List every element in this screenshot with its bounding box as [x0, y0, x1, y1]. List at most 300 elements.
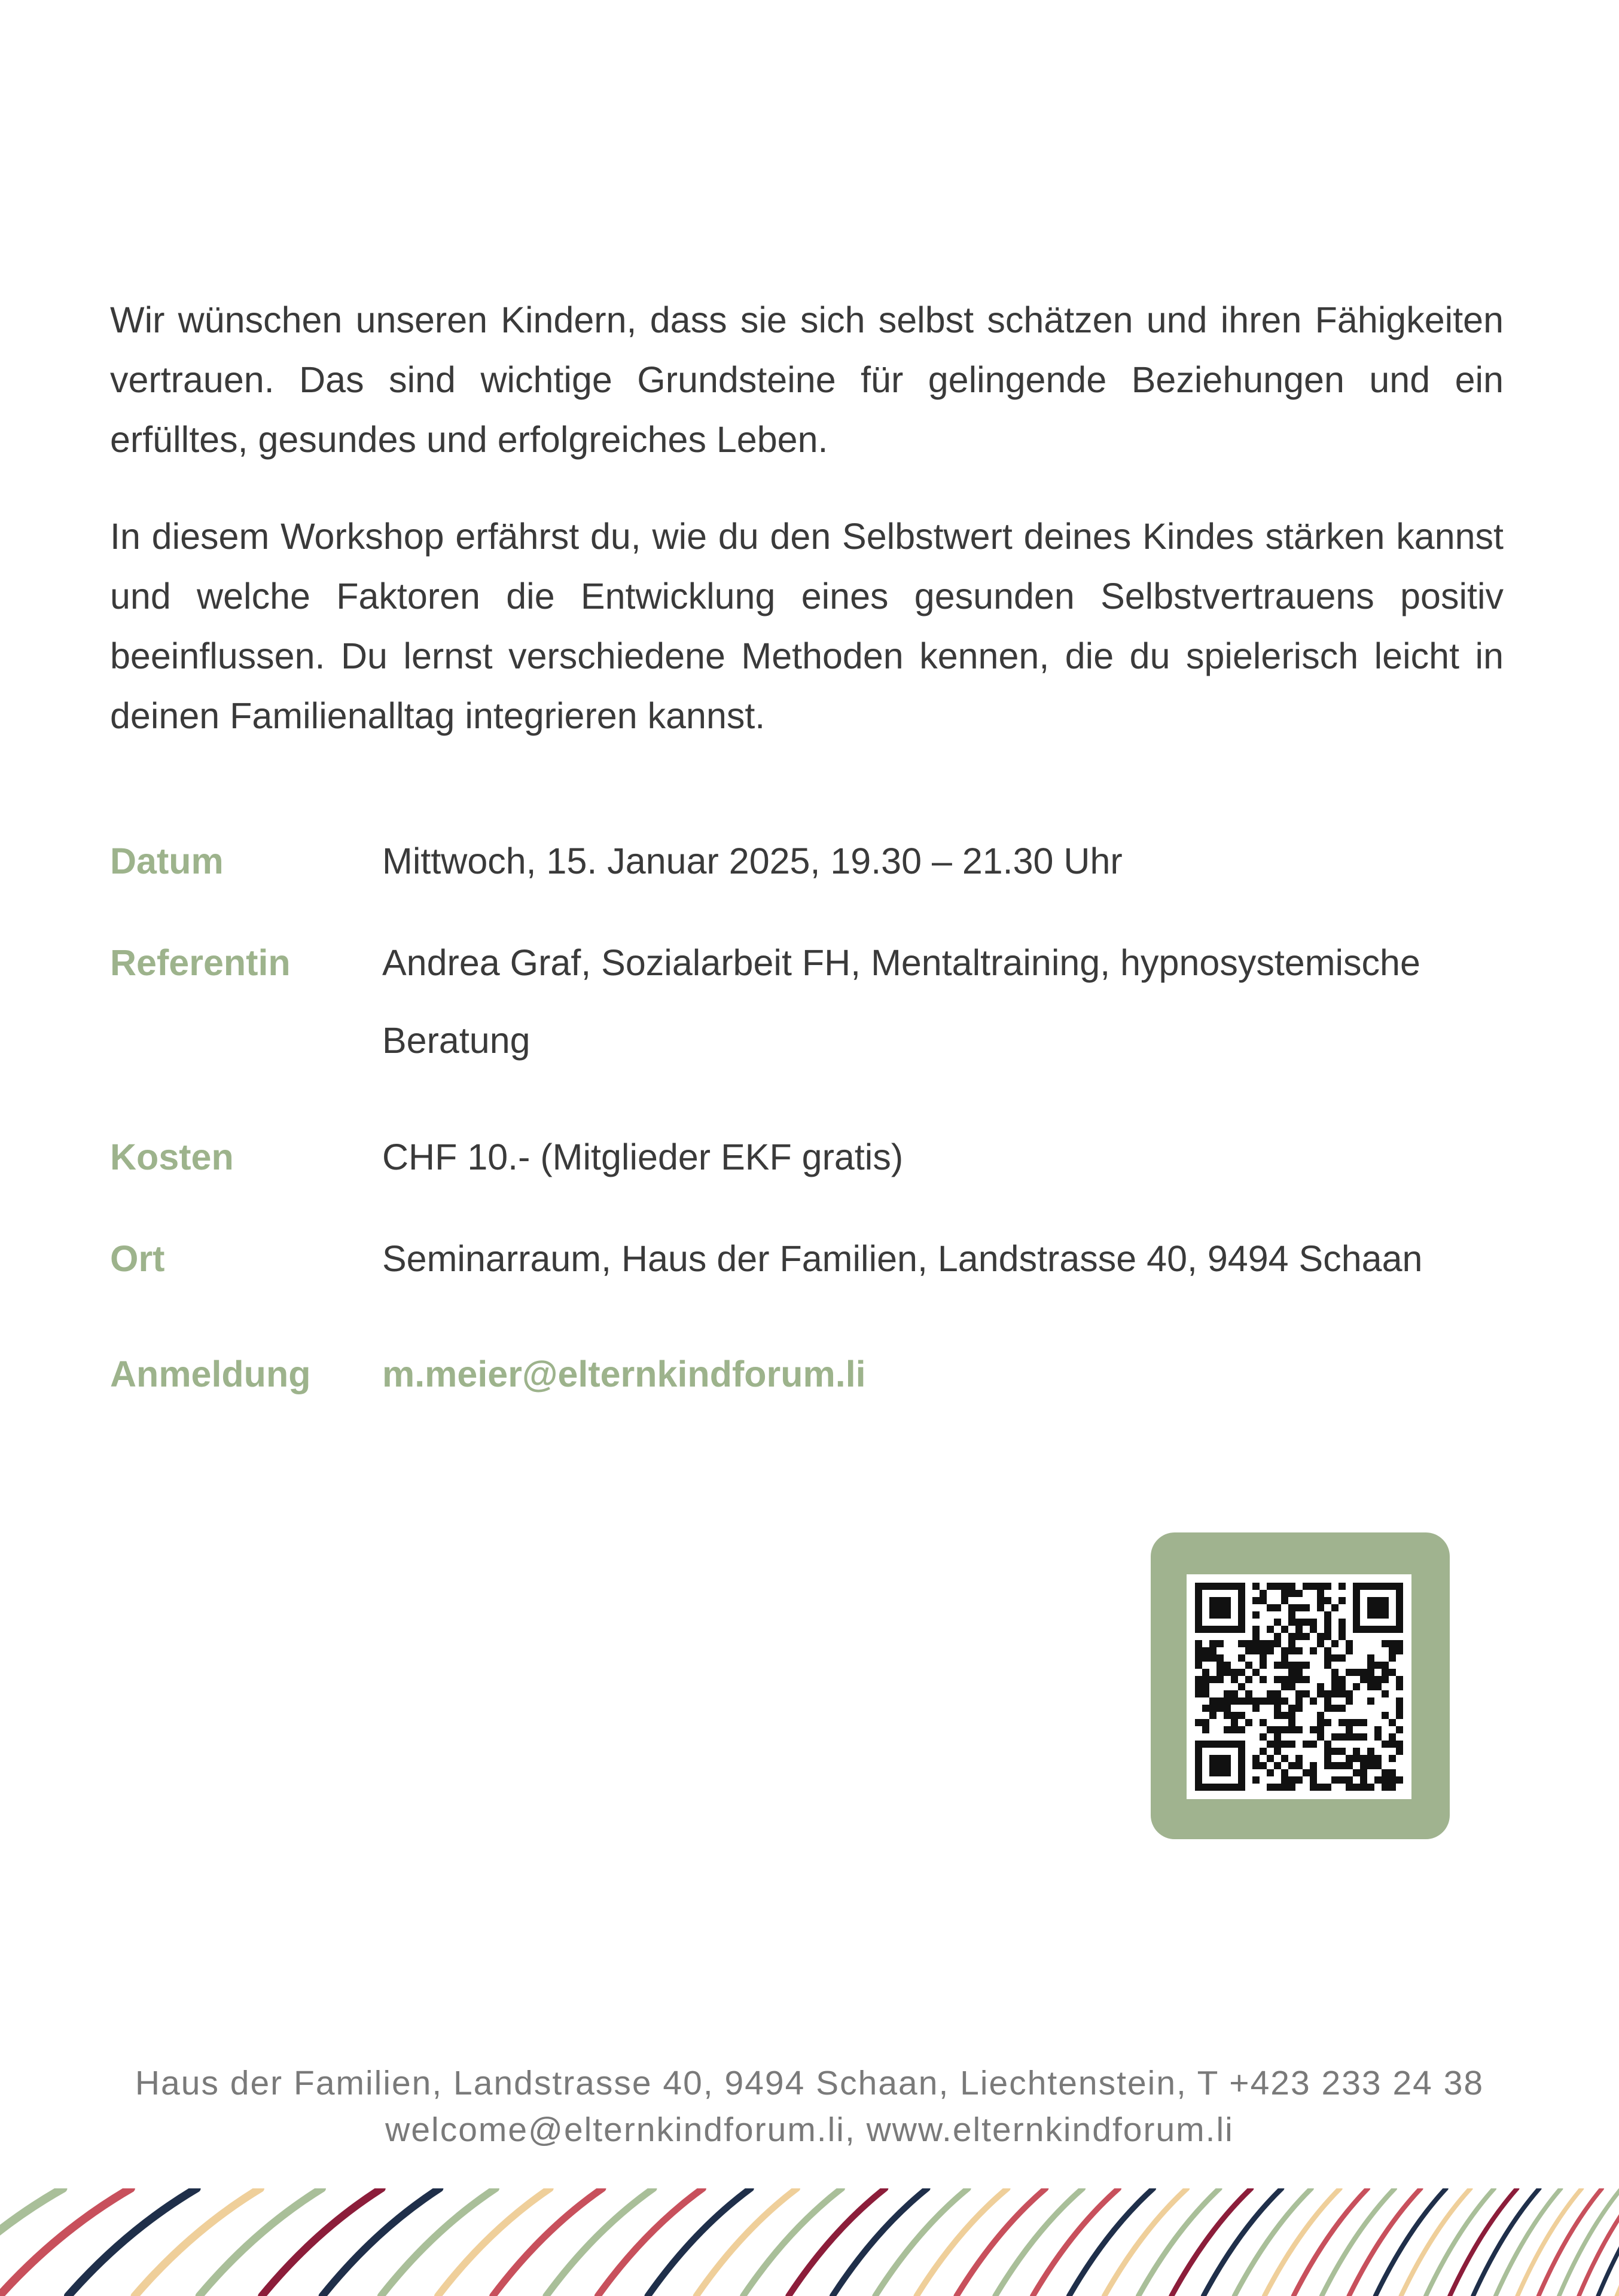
qr-module — [1238, 1626, 1245, 1633]
qr-module — [1252, 1669, 1260, 1676]
qr-module — [1382, 1776, 1389, 1784]
footer-contact: welcome@elternkindforum.li, www.elternkindforum.li — [385, 2111, 1234, 2149]
qr-module — [1310, 1619, 1317, 1626]
qr-module — [1331, 1669, 1339, 1676]
qr-module — [1288, 1611, 1295, 1619]
qr-module — [1367, 1611, 1374, 1619]
qr-module — [1252, 1626, 1260, 1633]
qr-module — [1367, 1697, 1374, 1705]
qr-module — [1238, 1762, 1245, 1769]
speaker-label: Referentin — [110, 942, 291, 983]
qr-module — [1245, 1697, 1252, 1705]
qr-module — [1288, 1719, 1295, 1726]
qr-module — [1310, 1776, 1317, 1784]
qr-module — [1195, 1604, 1202, 1611]
qr-module — [1224, 1769, 1231, 1776]
qr-module — [1267, 1697, 1274, 1705]
qr-module — [1281, 1590, 1288, 1597]
qr-module — [1353, 1583, 1360, 1590]
qr-module — [1396, 1697, 1403, 1705]
qr-module — [1209, 1583, 1216, 1590]
qr-module — [1374, 1733, 1382, 1741]
qr-module — [1396, 1705, 1403, 1712]
qr-module — [1288, 1633, 1295, 1640]
qr-module — [1216, 1697, 1224, 1705]
qr-module — [1274, 1762, 1281, 1769]
qr-module — [1274, 1697, 1281, 1705]
qr-module — [1396, 1776, 1403, 1784]
qr-module — [1238, 1755, 1245, 1762]
qr-module — [1209, 1647, 1216, 1654]
registration-label: Anmeldung — [110, 1354, 311, 1394]
qr-module — [1195, 1690, 1202, 1697]
qr-module — [1288, 1647, 1295, 1654]
qr-module — [1231, 1712, 1238, 1719]
qr-module — [1396, 1748, 1403, 1755]
location-label: Ort — [110, 1238, 165, 1279]
qr-module — [1339, 1719, 1346, 1726]
qr-module — [1209, 1762, 1216, 1769]
qr-module — [1360, 1583, 1367, 1590]
qr-module — [1231, 1741, 1238, 1748]
qr-module — [1260, 1597, 1267, 1604]
qr-module — [1224, 1611, 1231, 1619]
qr-module — [1310, 1769, 1317, 1776]
qr-module — [1274, 1741, 1281, 1748]
qr-module — [1202, 1654, 1209, 1662]
qr-module — [1382, 1583, 1389, 1590]
qr-module — [1224, 1604, 1231, 1611]
qr-module — [1281, 1726, 1288, 1733]
qr-module — [1339, 1705, 1346, 1712]
qr-module — [1202, 1647, 1209, 1654]
qr-module — [1367, 1676, 1374, 1683]
qr-module — [1274, 1583, 1281, 1590]
qr-module — [1353, 1769, 1360, 1776]
date-value: Mittwoch, 15. Januar 2025, 19.30 – 21.30 Uhr — [382, 841, 1123, 881]
intro-paragraph-1: Wir wünschen unseren Kindern, dass sie sich selbst schätzen und ihren Fähigkeiten vertrauen. Das sind wichtige Grundsteine für gelingende Beziehungen und ein erfülltes, gesundes und erfolgreiches Leben. — [110, 300, 1504, 460]
qr-module — [1317, 1583, 1324, 1590]
qr-module — [1238, 1669, 1245, 1676]
qr-module — [1288, 1776, 1295, 1784]
qr-module — [1353, 1669, 1360, 1676]
qr-module — [1396, 1619, 1403, 1626]
qr-module — [1367, 1604, 1374, 1611]
qr-module — [1260, 1719, 1267, 1726]
qr-module — [1238, 1769, 1245, 1776]
qr-module — [1274, 1726, 1281, 1733]
qr-module — [1303, 1583, 1310, 1590]
qr-module — [1288, 1683, 1295, 1690]
qr-module — [1209, 1597, 1216, 1604]
qr-module — [1231, 1676, 1238, 1683]
qr-module — [1216, 1769, 1224, 1776]
decorative-stripe — [322, 2188, 440, 2296]
qr-module — [1303, 1741, 1310, 1748]
qr-module — [1274, 1712, 1281, 1719]
qr-module — [1310, 1726, 1317, 1733]
qr-module — [1367, 1583, 1374, 1590]
qr-module — [1310, 1583, 1317, 1590]
qr-module — [1224, 1583, 1231, 1590]
qr-module — [1310, 1741, 1317, 1748]
qr-module — [1195, 1719, 1202, 1726]
qr-module — [1281, 1662, 1288, 1669]
qr-module — [1231, 1669, 1238, 1676]
qr-module — [1216, 1784, 1224, 1791]
qr-module — [1382, 1784, 1389, 1791]
qr-module — [1389, 1741, 1396, 1748]
qr-module — [1389, 1583, 1396, 1590]
qr-module — [1374, 1583, 1382, 1590]
qr-module — [1267, 1604, 1274, 1611]
qr-module — [1224, 1712, 1231, 1719]
qr-module — [1260, 1697, 1267, 1705]
qr-module — [1216, 1741, 1224, 1748]
qr-module — [1195, 1619, 1202, 1626]
qr-module — [1216, 1604, 1224, 1611]
qr-module — [1295, 1726, 1303, 1733]
qr-module — [1281, 1769, 1288, 1776]
qr-module — [1202, 1705, 1209, 1712]
qr-module — [1252, 1597, 1260, 1604]
qr-module — [1238, 1776, 1245, 1784]
qr-module — [1231, 1690, 1238, 1697]
qr-module — [1281, 1583, 1288, 1590]
qr-module — [1331, 1748, 1339, 1755]
qr-module — [1288, 1784, 1295, 1791]
qr-module — [1360, 1626, 1367, 1633]
qr-module — [1238, 1683, 1245, 1690]
qr-module — [1396, 1640, 1403, 1647]
qr-module — [1202, 1583, 1209, 1590]
qr-module — [1245, 1719, 1252, 1726]
qr-module — [1209, 1611, 1216, 1619]
qr-module — [1238, 1640, 1245, 1647]
qr-module — [1346, 1690, 1353, 1697]
decorative-stripes — [0, 2188, 1619, 2296]
qr-module — [1295, 1762, 1303, 1769]
qr-module — [1317, 1597, 1324, 1604]
qr-module — [1195, 1611, 1202, 1619]
qr-module — [1367, 1654, 1374, 1662]
qr-module — [1267, 1755, 1274, 1762]
qr-module — [1382, 1597, 1389, 1604]
qr-module — [1324, 1619, 1331, 1626]
qr-module — [1209, 1712, 1216, 1719]
qr-module — [1382, 1669, 1389, 1676]
qr-module — [1238, 1619, 1245, 1626]
qr-module — [1331, 1690, 1339, 1697]
qr-module — [1346, 1784, 1353, 1791]
qr-module — [1267, 1583, 1274, 1590]
qr-module — [1346, 1755, 1353, 1762]
decorative-stripe — [438, 2188, 550, 2296]
qr-module — [1295, 1590, 1303, 1597]
qr-module — [1382, 1640, 1389, 1647]
qr-module — [1324, 1705, 1331, 1712]
qr-module — [1216, 1611, 1224, 1619]
qr-module — [1382, 1626, 1389, 1633]
qr-module — [1382, 1662, 1389, 1669]
qr-module — [1389, 1669, 1396, 1676]
qr-module — [1339, 1690, 1346, 1697]
footer — [0, 2060, 1619, 2153]
qr-module — [1252, 1776, 1260, 1784]
qr-module — [1374, 1611, 1382, 1619]
qr-module — [1216, 1626, 1224, 1633]
qr-module — [1260, 1748, 1267, 1755]
qr-module — [1346, 1776, 1353, 1784]
qr-module — [1324, 1611, 1331, 1619]
qr-module — [1324, 1784, 1331, 1791]
qr-module — [1274, 1662, 1281, 1669]
qr-module — [1317, 1683, 1324, 1690]
qr-module — [1245, 1647, 1252, 1654]
qr-module — [1238, 1611, 1245, 1619]
qr-module — [1389, 1640, 1396, 1647]
qr-module — [1231, 1784, 1238, 1791]
qr-module — [1274, 1733, 1281, 1741]
qr-module — [1360, 1733, 1367, 1741]
qr-module — [1267, 1784, 1274, 1791]
qr-module — [1353, 1784, 1360, 1791]
qr-module — [1324, 1748, 1331, 1755]
qr-module — [1310, 1762, 1317, 1769]
qr-module — [1209, 1741, 1216, 1748]
qr-module — [1382, 1769, 1389, 1776]
qr-module — [1252, 1647, 1260, 1654]
qr-module — [1367, 1597, 1374, 1604]
qr-module — [1331, 1676, 1339, 1683]
qr-module — [1339, 1748, 1346, 1755]
decorative-stripe — [135, 2188, 260, 2296]
qr-module — [1324, 1697, 1331, 1705]
qr-module — [1216, 1676, 1224, 1683]
qr-module — [1238, 1697, 1245, 1705]
qr-module — [1339, 1733, 1346, 1741]
qr-module — [1353, 1626, 1360, 1633]
qr-module — [1303, 1604, 1310, 1611]
qr-module — [1202, 1719, 1209, 1726]
qr-module — [1195, 1769, 1202, 1776]
qr-module — [1202, 1626, 1209, 1633]
qr-module — [1260, 1662, 1267, 1669]
qr-module — [1374, 1755, 1382, 1762]
qr-module — [1267, 1640, 1274, 1647]
qr-module — [1353, 1604, 1360, 1611]
qr-module — [1374, 1683, 1382, 1690]
qr-module — [1224, 1705, 1231, 1712]
qr-module — [1324, 1597, 1331, 1604]
qr-module — [1389, 1784, 1396, 1791]
qr-module — [1374, 1626, 1382, 1633]
qr-module — [1216, 1762, 1224, 1769]
qr-module — [1252, 1697, 1260, 1705]
qr-module — [1331, 1604, 1339, 1611]
qr-module — [1353, 1597, 1360, 1604]
qr-module — [1317, 1712, 1324, 1719]
qr-module — [1224, 1784, 1231, 1791]
qr-module — [1331, 1776, 1339, 1784]
qr-module — [1231, 1697, 1238, 1705]
qr-module — [1260, 1647, 1267, 1654]
qr-module — [1231, 1626, 1238, 1633]
qr-module — [1238, 1654, 1245, 1662]
qr-module — [1260, 1590, 1267, 1597]
qr-module — [1252, 1611, 1260, 1619]
qr-module — [1382, 1741, 1389, 1748]
qr-module — [1288, 1669, 1295, 1676]
qr-module — [1238, 1590, 1245, 1597]
qr-module — [1238, 1741, 1245, 1748]
qr-module — [1224, 1741, 1231, 1748]
cost-value: CHF 10.- (Mitglieder EKF gratis) — [382, 1137, 904, 1177]
qr-module — [1267, 1769, 1274, 1776]
qr-module — [1216, 1640, 1224, 1647]
qr-module — [1281, 1776, 1288, 1784]
qr-module — [1195, 1647, 1202, 1654]
qr-module — [1195, 1590, 1202, 1597]
qr-module — [1216, 1669, 1224, 1676]
qr-module — [1396, 1726, 1403, 1733]
qr-module — [1202, 1669, 1209, 1676]
qr-module — [1353, 1683, 1360, 1690]
qr-module — [1195, 1583, 1202, 1590]
qr-module — [1288, 1726, 1295, 1733]
qr-module — [1267, 1647, 1274, 1654]
qr-module — [1288, 1676, 1295, 1683]
qr-module — [1209, 1626, 1216, 1633]
qr-module — [1195, 1683, 1202, 1690]
qr-module — [1339, 1683, 1346, 1690]
qr-module — [1195, 1654, 1202, 1662]
qr-module — [1317, 1590, 1324, 1597]
qr-module — [1346, 1733, 1353, 1741]
qr-module — [1288, 1705, 1295, 1712]
qr-module — [1245, 1662, 1252, 1669]
qr-module — [1367, 1755, 1374, 1762]
decorative-stripe — [1617, 2188, 1619, 2296]
registration-email-link[interactable]: m.meier@elternkindforum.li — [382, 1354, 866, 1394]
qr-module — [1324, 1633, 1331, 1640]
qr-module — [1245, 1640, 1252, 1647]
qr-module — [1396, 1583, 1403, 1590]
qr-module — [1267, 1690, 1274, 1697]
qr-module — [1288, 1640, 1295, 1647]
qr-module — [1274, 1705, 1281, 1712]
qr-module — [1389, 1647, 1396, 1654]
qr-module — [1324, 1719, 1331, 1726]
qr-module — [1252, 1762, 1260, 1769]
qr-module — [1274, 1748, 1281, 1755]
qr-module — [1317, 1604, 1324, 1611]
qr-module — [1367, 1784, 1374, 1791]
qr-module — [1389, 1626, 1396, 1633]
qr-module — [1317, 1633, 1324, 1640]
qr-module — [1339, 1597, 1346, 1604]
qr-module — [1331, 1640, 1339, 1647]
qr-module — [1389, 1654, 1396, 1662]
qr-module — [1281, 1676, 1288, 1683]
qr-module — [1238, 1784, 1245, 1791]
qr-module — [1374, 1676, 1382, 1683]
qr-module — [1252, 1583, 1260, 1590]
qr-module — [1209, 1640, 1216, 1647]
qr-module — [1288, 1619, 1295, 1626]
qr-module — [1281, 1654, 1288, 1662]
qr-module — [1281, 1626, 1288, 1633]
qr-module — [1303, 1676, 1310, 1683]
qr-module — [1353, 1619, 1360, 1626]
qr-module — [1310, 1626, 1317, 1633]
qr-module — [1360, 1719, 1367, 1726]
qr-module — [1374, 1597, 1382, 1604]
qr-module — [1310, 1697, 1317, 1705]
qr-module — [1346, 1697, 1353, 1705]
qr-module — [1195, 1762, 1202, 1769]
qr-module — [1367, 1748, 1374, 1755]
qr-module — [1396, 1676, 1403, 1683]
footer-address: Haus der Familien, Landstrasse 40, 9494 Schaan, Liechtenstein, T +423 233 24 38 — [135, 2064, 1484, 2102]
qr-module — [1238, 1583, 1245, 1590]
qr-module — [1310, 1784, 1317, 1791]
qr-module — [1367, 1762, 1374, 1769]
qr-module — [1267, 1626, 1274, 1633]
qr-module — [1396, 1611, 1403, 1619]
qr-module — [1224, 1755, 1231, 1762]
qr-module — [1209, 1654, 1216, 1662]
qr-module — [1374, 1604, 1382, 1611]
qr-module — [1374, 1762, 1382, 1769]
qr-module — [1281, 1697, 1288, 1705]
qr-module — [1324, 1626, 1331, 1633]
qr-module — [1374, 1776, 1382, 1784]
qr-module — [1238, 1748, 1245, 1755]
qr-module — [1281, 1683, 1288, 1690]
qr-module — [1317, 1726, 1324, 1733]
qr-module — [1281, 1755, 1288, 1762]
qr-module — [1331, 1733, 1339, 1741]
qr-module — [1224, 1669, 1231, 1676]
qr-module — [1389, 1733, 1396, 1741]
qr-module — [1324, 1741, 1331, 1748]
qr-module — [1360, 1769, 1367, 1776]
qr-module — [1238, 1726, 1245, 1733]
qr-module — [1346, 1647, 1353, 1654]
qr-module — [1216, 1705, 1224, 1712]
qr-module — [1274, 1784, 1281, 1791]
qr-module — [1382, 1676, 1389, 1683]
qr-module — [1324, 1762, 1331, 1769]
qr-module — [1216, 1583, 1224, 1590]
qr-module — [1252, 1755, 1260, 1762]
qr-module — [1346, 1669, 1353, 1676]
qr-module — [1202, 1676, 1209, 1683]
qr-module — [1310, 1647, 1317, 1654]
qr-module — [1209, 1676, 1216, 1683]
qr-module — [1195, 1676, 1202, 1683]
qr-module — [1224, 1697, 1231, 1705]
qr-module — [1260, 1733, 1267, 1741]
qr-module — [1260, 1762, 1267, 1769]
qr-module — [1295, 1776, 1303, 1784]
qr-module — [1324, 1583, 1331, 1590]
qr-module — [1216, 1755, 1224, 1762]
qr-module — [1303, 1633, 1310, 1640]
qr-module — [1274, 1676, 1281, 1683]
qr-module — [1252, 1640, 1260, 1647]
